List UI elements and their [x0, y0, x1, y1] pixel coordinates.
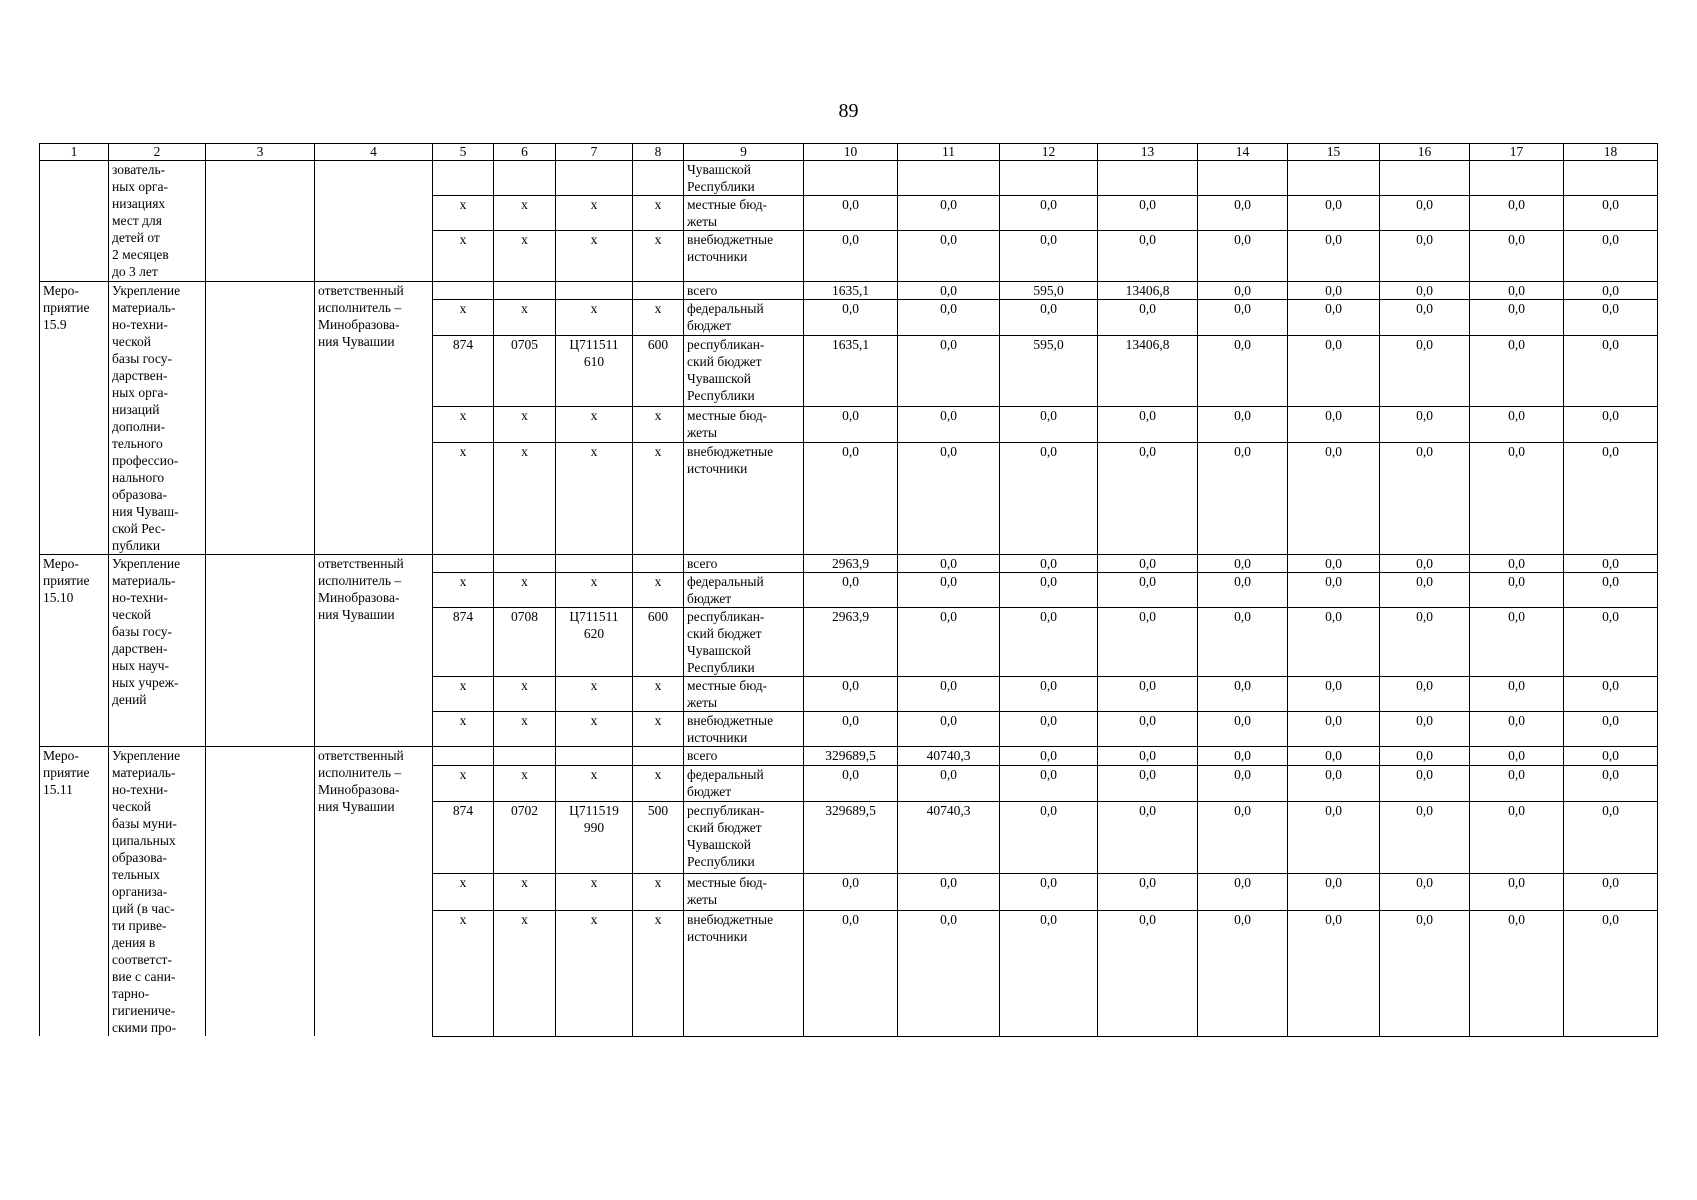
code-cell: x [433, 874, 494, 911]
value-cell: 0,0 [1198, 336, 1288, 407]
column-header-13: 13 [1098, 144, 1198, 161]
value-cell: 0,0 [1098, 712, 1198, 747]
value-cell: 0,0 [1470, 442, 1564, 555]
value-cell: 0,0 [1288, 765, 1380, 802]
value-cell: 0,0 [1380, 765, 1470, 802]
value-cell: 0,0 [1564, 765, 1658, 802]
value-cell: 0,0 [898, 442, 1000, 555]
code-cell [494, 555, 556, 573]
value-cell: 2963,9 [804, 608, 898, 677]
value-cell: 0,0 [1470, 911, 1564, 1036]
code-cell: 874 [433, 802, 494, 874]
code-cell: x [633, 442, 684, 555]
value-cell: 0,0 [898, 282, 1000, 300]
value-cell: 0,0 [1000, 677, 1098, 712]
code-cell: 874 [433, 608, 494, 677]
value-cell: 0,0 [898, 196, 1000, 231]
value-cell: 0,0 [898, 874, 1000, 911]
code-cell: x [556, 677, 633, 712]
value-cell: 0,0 [1380, 802, 1470, 874]
funding-source: республикан- ский бюджет Чувашской Республики [684, 802, 804, 874]
column-number-header [40, 144, 1658, 161]
value-cell: 0,0 [1564, 712, 1658, 747]
value-cell: 0,0 [1288, 608, 1380, 677]
code-cell: x [494, 911, 556, 1036]
code-cell: x [556, 300, 633, 336]
code-cell: 0708 [494, 608, 556, 677]
code-cell: x [633, 874, 684, 911]
budget-table [39, 143, 1658, 1037]
value-cell: 0,0 [1288, 336, 1380, 407]
value-cell: 0,0 [1470, 677, 1564, 712]
value-cell: 0,0 [1470, 406, 1564, 442]
value-cell: 0,0 [898, 677, 1000, 712]
value-cell: 0,0 [804, 911, 898, 1036]
code-cell: x [556, 911, 633, 1036]
column-header-14: 14 [1198, 144, 1288, 161]
column-header-2: 2 [109, 144, 206, 161]
value-cell: 329689,5 [804, 747, 898, 766]
value-cell: 0,0 [1000, 442, 1098, 555]
responsible-executor: ответственный исполнитель – Минобразова- ния Чувашии [315, 555, 433, 747]
column-header-12: 12 [1000, 144, 1098, 161]
code-cell: x [556, 712, 633, 747]
code-cell: x [433, 196, 494, 231]
value-cell: 0,0 [1564, 406, 1658, 442]
code-cell [433, 747, 494, 766]
value-cell: 0,0 [898, 336, 1000, 407]
measure-description: зователь- ных орга- низациях мест для детей от 2 месяцев до 3 лет [109, 161, 206, 282]
code-cell: Ц711511 610 [556, 336, 633, 407]
code-cell: x [633, 231, 684, 282]
value-cell: 0,0 [804, 677, 898, 712]
value-cell: 0,0 [898, 608, 1000, 677]
value-cell [1470, 161, 1564, 196]
value-cell: 0,0 [1198, 712, 1288, 747]
column-header-16: 16 [1380, 144, 1470, 161]
value-cell: 0,0 [1098, 747, 1198, 766]
column-header-15: 15 [1288, 144, 1380, 161]
value-cell: 0,0 [1470, 712, 1564, 747]
value-cell: 329689,5 [804, 802, 898, 874]
value-cell [1198, 161, 1288, 196]
funding-source: внебюджетные источники [684, 231, 804, 282]
value-cell: 0,0 [1380, 196, 1470, 231]
value-cell: 0,0 [1470, 282, 1564, 300]
column-header-6: 6 [494, 144, 556, 161]
funding-source: федеральный бюджет [684, 300, 804, 336]
value-cell: 0,0 [804, 300, 898, 336]
value-cell: 0,0 [1098, 196, 1198, 231]
value-cell: 0,0 [1380, 573, 1470, 608]
code-cell: x [556, 442, 633, 555]
value-cell: 0,0 [1098, 608, 1198, 677]
value-cell: 0,0 [1380, 406, 1470, 442]
funding-source: местные бюд- жеты [684, 406, 804, 442]
value-cell: 0,0 [1564, 282, 1658, 300]
value-cell: 0,0 [1564, 677, 1658, 712]
code-cell: x [433, 573, 494, 608]
value-cell: 1635,1 [804, 282, 898, 300]
column-header-7: 7 [556, 144, 633, 161]
funding-source: всего [684, 747, 804, 766]
value-cell: 0,0 [1098, 874, 1198, 911]
value-cell: 0,0 [1470, 555, 1564, 573]
value-cell: 0,0 [1000, 911, 1098, 1036]
value-cell: 0,0 [1380, 442, 1470, 555]
value-cell: 0,0 [1470, 608, 1564, 677]
funding-source: местные бюд- жеты [684, 196, 804, 231]
code-cell: x [494, 573, 556, 608]
value-cell: 0,0 [1564, 300, 1658, 336]
code-cell: x [433, 406, 494, 442]
value-cell: 0,0 [1470, 874, 1564, 911]
value-cell: 0,0 [1000, 747, 1098, 766]
code-cell: x [556, 765, 633, 802]
value-cell: 0,0 [1000, 712, 1098, 747]
value-cell: 0,0 [1564, 231, 1658, 282]
value-cell: 0,0 [1098, 231, 1198, 282]
column-header-9: 9 [684, 144, 804, 161]
value-cell: 0,0 [898, 712, 1000, 747]
value-cell [1564, 161, 1658, 196]
value-cell: 0,0 [1000, 300, 1098, 336]
value-cell: 0,0 [1470, 747, 1564, 766]
value-cell [898, 161, 1000, 196]
value-cell: 0,0 [1288, 196, 1380, 231]
column-header-5: 5 [433, 144, 494, 161]
code-cell: x [633, 406, 684, 442]
measure-label: Меро- приятие 15.9 [40, 282, 109, 555]
value-cell: 0,0 [1198, 231, 1288, 282]
value-cell: 0,0 [804, 406, 898, 442]
table-body [40, 161, 1658, 1037]
measure-description: Укрепление материаль- но-техни- ческой базы госу- дарствен- ных орга- низаций дополни- тельного профессио- нального образова- ния Чуваш- ской Рес- публики [109, 282, 206, 555]
value-cell: 0,0 [898, 406, 1000, 442]
value-cell: 0,0 [1098, 911, 1198, 1036]
value-cell: 0,0 [1198, 911, 1288, 1036]
code-cell [633, 747, 684, 766]
value-cell: 40740,3 [898, 802, 1000, 874]
code-cell: Ц711511 620 [556, 608, 633, 677]
value-cell: 0,0 [1470, 196, 1564, 231]
value-cell: 0,0 [1564, 747, 1658, 766]
responsible-cell [315, 161, 433, 282]
code-cell: x [433, 765, 494, 802]
code-cell: x [633, 300, 684, 336]
value-cell: 0,0 [1470, 231, 1564, 282]
value-cell: 0,0 [1288, 282, 1380, 300]
value-cell: 0,0 [1380, 336, 1470, 407]
value-cell: 40740,3 [898, 747, 1000, 766]
value-cell: 0,0 [1380, 874, 1470, 911]
value-cell: 0,0 [1564, 336, 1658, 407]
value-cell: 0,0 [1198, 555, 1288, 573]
column-header-1: 1 [40, 144, 109, 161]
code-cell: x [433, 442, 494, 555]
value-cell: 0,0 [1288, 874, 1380, 911]
table-row [40, 282, 1658, 300]
value-cell [804, 161, 898, 196]
funding-source: внебюджетные источники [684, 442, 804, 555]
code-cell [556, 747, 633, 766]
value-cell: 595,0 [1000, 282, 1098, 300]
funding-source: всего [684, 555, 804, 573]
code-cell [633, 282, 684, 300]
column-header-18: 18 [1564, 144, 1658, 161]
value-cell: 0,0 [1288, 747, 1380, 766]
value-cell: 0,0 [1470, 573, 1564, 608]
code-cell: x [433, 300, 494, 336]
value-cell: 0,0 [1288, 911, 1380, 1036]
column-header-4: 4 [315, 144, 433, 161]
code-cell [556, 555, 633, 573]
value-cell: 0,0 [898, 911, 1000, 1036]
code-cell: x [633, 911, 684, 1036]
code-cell: x [433, 677, 494, 712]
code-cell: x [633, 712, 684, 747]
value-cell: 0,0 [1098, 765, 1198, 802]
value-cell: 0,0 [1198, 765, 1288, 802]
code-cell [494, 282, 556, 300]
code-cell: x [494, 196, 556, 231]
empty-cell [206, 555, 315, 747]
value-cell: 0,0 [1000, 196, 1098, 231]
value-cell [1380, 161, 1470, 196]
value-cell: 0,0 [1564, 442, 1658, 555]
column-header-17: 17 [1470, 144, 1564, 161]
code-cell: 0705 [494, 336, 556, 407]
funding-source: внебюджетные источники [684, 911, 804, 1036]
value-cell: 0,0 [1000, 608, 1098, 677]
value-cell: 0,0 [1198, 300, 1288, 336]
value-cell: 0,0 [1564, 196, 1658, 231]
value-cell: 0,0 [1198, 442, 1288, 555]
funding-source: Чувашской Республики [684, 161, 804, 196]
value-cell: 0,0 [1380, 231, 1470, 282]
code-cell: x [494, 300, 556, 336]
value-cell: 0,0 [1564, 608, 1658, 677]
value-cell: 0,0 [1380, 282, 1470, 300]
value-cell: 0,0 [1000, 802, 1098, 874]
column-header-8: 8 [633, 144, 684, 161]
code-cell: Ц711519 990 [556, 802, 633, 874]
value-cell: 0,0 [1470, 765, 1564, 802]
value-cell: 0,0 [1198, 802, 1288, 874]
page-number: 89 [838, 100, 859, 122]
funding-source: федеральный бюджет [684, 573, 804, 608]
value-cell: 0,0 [1564, 874, 1658, 911]
value-cell: 0,0 [1000, 231, 1098, 282]
code-cell: x [494, 677, 556, 712]
code-cell: x [633, 573, 684, 608]
value-cell: 0,0 [1098, 677, 1198, 712]
value-cell: 0,0 [1098, 442, 1198, 555]
code-cell: x [433, 712, 494, 747]
value-cell: 0,0 [1198, 677, 1288, 712]
code-cell [633, 161, 684, 196]
funding-source: всего [684, 282, 804, 300]
code-cell: x [494, 231, 556, 282]
value-cell: 0,0 [1288, 442, 1380, 555]
value-cell: 0,0 [804, 573, 898, 608]
code-cell: x [433, 231, 494, 282]
value-cell: 0,0 [1380, 747, 1470, 766]
table-row [40, 161, 1658, 196]
value-cell: 595,0 [1000, 336, 1098, 407]
value-cell: 0,0 [1470, 300, 1564, 336]
value-cell: 0,0 [1380, 677, 1470, 712]
code-cell: x [494, 712, 556, 747]
code-cell: 600 [633, 336, 684, 407]
value-cell: 0,0 [1098, 300, 1198, 336]
value-cell: 0,0 [1098, 573, 1198, 608]
value-cell: 0,0 [1288, 231, 1380, 282]
value-cell: 2963,9 [804, 555, 898, 573]
value-cell: 0,0 [804, 712, 898, 747]
code-cell: 0702 [494, 802, 556, 874]
value-cell: 0,0 [1288, 573, 1380, 608]
value-cell: 0,0 [1098, 406, 1198, 442]
funding-source: федеральный бюджет [684, 765, 804, 802]
responsible-executor: ответственный исполнитель – Минобразова- ния Чувашии [315, 747, 433, 1037]
column-header-11: 11 [898, 144, 1000, 161]
code-cell: x [494, 406, 556, 442]
code-cell: x [433, 911, 494, 1036]
empty-cell [206, 747, 315, 1037]
code-cell [494, 161, 556, 196]
value-cell: 0,0 [1000, 874, 1098, 911]
code-cell: x [494, 442, 556, 555]
funding-source: республикан- ский бюджет Чувашской Республики [684, 608, 804, 677]
measure-description: Укрепление материаль- но-техни- ческой базы госу- дарствен- ных науч- ных учреж- дений [109, 555, 206, 747]
measure-description: Укрепление материаль- но-техни- ческой базы муни- ципальных образова- тельных организа- ций (в час- ти приве- дения в соответст- вие с сани- тарно- гигиениче- скими про- [109, 747, 206, 1037]
header-row [40, 144, 1658, 161]
value-cell: 0,0 [1288, 300, 1380, 336]
code-cell: x [556, 196, 633, 231]
value-cell [1288, 161, 1380, 196]
code-cell [633, 555, 684, 573]
value-cell: 0,0 [804, 442, 898, 555]
value-cell: 0,0 [1000, 406, 1098, 442]
value-cell: 0,0 [1198, 282, 1288, 300]
value-cell: 0,0 [1198, 608, 1288, 677]
value-cell: 0,0 [804, 765, 898, 802]
value-cell: 0,0 [1198, 874, 1288, 911]
value-cell: 0,0 [1000, 765, 1098, 802]
code-cell [433, 161, 494, 196]
code-cell: 600 [633, 608, 684, 677]
value-cell: 0,0 [804, 874, 898, 911]
value-cell: 0,0 [1564, 555, 1658, 573]
value-cell: 0,0 [898, 300, 1000, 336]
value-cell: 0,0 [1564, 911, 1658, 1036]
value-cell: 0,0 [1470, 336, 1564, 407]
empty-cell [206, 282, 315, 555]
code-cell [494, 747, 556, 766]
code-cell [433, 555, 494, 573]
table-row [40, 747, 1658, 766]
measure-label: Меро- приятие 15.11 [40, 747, 109, 1037]
funding-source: местные бюд- жеты [684, 677, 804, 712]
code-cell: 500 [633, 802, 684, 874]
value-cell [1098, 161, 1198, 196]
code-cell [556, 282, 633, 300]
measure-label: Меро- приятие 15.10 [40, 555, 109, 747]
value-cell: 0,0 [1380, 300, 1470, 336]
code-cell: x [556, 406, 633, 442]
value-cell: 0,0 [1288, 555, 1380, 573]
value-cell: 0,0 [1000, 555, 1098, 573]
responsible-executor: ответственный исполнитель – Минобразова- ния Чувашии [315, 282, 433, 555]
value-cell: 0,0 [1098, 802, 1198, 874]
value-cell: 0,0 [898, 231, 1000, 282]
value-cell: 0,0 [1380, 608, 1470, 677]
code-cell: x [633, 677, 684, 712]
funding-source: местные бюд- жеты [684, 874, 804, 911]
value-cell: 1635,1 [804, 336, 898, 407]
measure-label-cell [40, 161, 109, 282]
value-cell: 0,0 [1470, 802, 1564, 874]
column-header-10: 10 [804, 144, 898, 161]
value-cell: 0,0 [804, 231, 898, 282]
code-cell: x [633, 196, 684, 231]
code-cell: x [633, 765, 684, 802]
value-cell: 0,0 [1288, 677, 1380, 712]
value-cell: 0,0 [1288, 712, 1380, 747]
value-cell: 0,0 [1198, 573, 1288, 608]
value-cell: 0,0 [1564, 802, 1658, 874]
value-cell: 0,0 [1198, 406, 1288, 442]
code-cell: x [556, 573, 633, 608]
value-cell: 0,0 [1198, 747, 1288, 766]
value-cell: 0,0 [1380, 712, 1470, 747]
value-cell: 0,0 [898, 555, 1000, 573]
value-cell: 0,0 [1000, 573, 1098, 608]
code-cell: x [556, 874, 633, 911]
table-row [40, 555, 1658, 573]
code-cell: x [556, 231, 633, 282]
value-cell: 0,0 [1288, 406, 1380, 442]
value-cell: 13406,8 [1098, 336, 1198, 407]
funding-source: внебюджетные источники [684, 712, 804, 747]
value-cell [1000, 161, 1098, 196]
value-cell: 0,0 [898, 765, 1000, 802]
code-cell: 874 [433, 336, 494, 407]
value-cell: 0,0 [1098, 555, 1198, 573]
code-cell: x [494, 874, 556, 911]
value-cell: 0,0 [1288, 802, 1380, 874]
value-cell: 0,0 [1564, 573, 1658, 608]
value-cell: 0,0 [804, 196, 898, 231]
funding-source: республикан- ский бюджет Чувашской Республики [684, 336, 804, 407]
value-cell: 0,0 [1380, 911, 1470, 1036]
column-header-3: 3 [206, 144, 315, 161]
code-cell [556, 161, 633, 196]
value-cell: 0,0 [1198, 196, 1288, 231]
value-cell: 0,0 [1380, 555, 1470, 573]
code-cell [433, 282, 494, 300]
code-cell: x [494, 765, 556, 802]
value-cell: 0,0 [898, 573, 1000, 608]
value-cell: 13406,8 [1098, 282, 1198, 300]
empty-cell [206, 161, 315, 282]
